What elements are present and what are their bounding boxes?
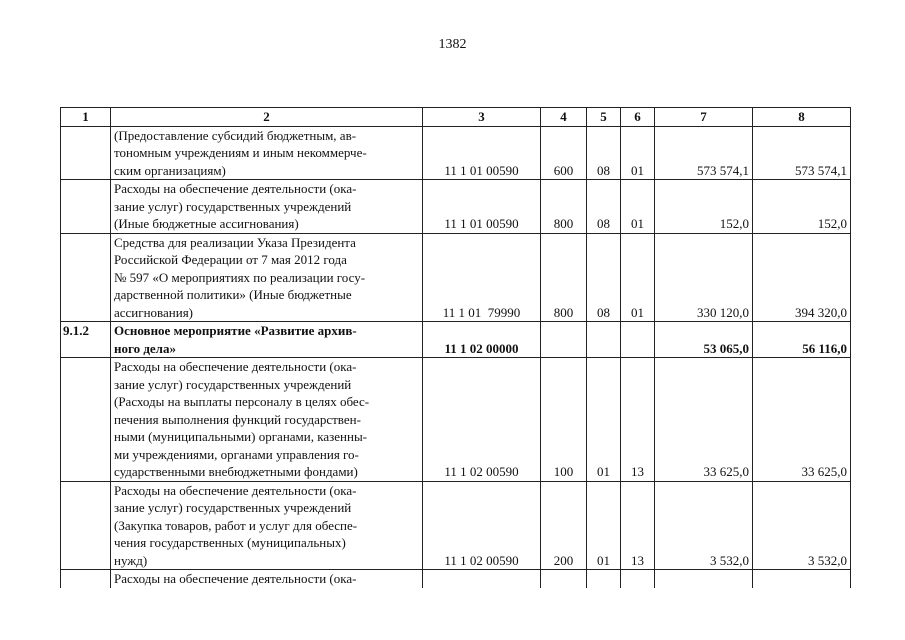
header-cell: 7 [655, 108, 753, 127]
row-description: Расходы на обеспечение деятельности (ока- зание услуг) государственных учреждений (Иные бюджетные ассигнования) [111, 180, 423, 234]
row-subsection [621, 322, 655, 358]
header-cell: 8 [753, 108, 851, 127]
row-subsection: 13 [621, 358, 655, 482]
row-description: Расходы на обеспечение деятельности (ока- зание услуг) государственных учреждений (Закупка товаров, работ и услуг для обеспе- чения государственных (муниципальных) нужд) [111, 481, 423, 570]
row-section [587, 322, 621, 358]
row-target-article: 11 1 01 00590 [423, 180, 541, 234]
row-index [61, 570, 111, 588]
row-amount-col8: 394 320,0 [753, 233, 851, 322]
header-cell: 3 [423, 108, 541, 127]
row-subsection: 01 [621, 233, 655, 322]
header-cell: 1 [61, 108, 111, 127]
row-target-article: 11 1 02 00000 [423, 322, 541, 358]
row-subsection: 01 [621, 180, 655, 234]
row-expense-type: 600 [541, 126, 587, 180]
row-index [61, 358, 111, 482]
table-row [61, 570, 851, 588]
row-amount-col8: 573 574,1 [753, 126, 851, 180]
row-expense-type [541, 570, 587, 588]
row-description: Основное мероприятие «Развитие архив- ного дела» [111, 322, 423, 358]
row-amount-col8 [753, 570, 851, 588]
row-section: 01 [587, 481, 621, 570]
row-description: Средства для реализации Указа Президента Российской Федерации от 7 мая 2012 года № 597 «О мероприятиях по реализации госу- дарственной политики» (Иные бюджетные ассигнования) [111, 233, 423, 322]
row-section: 08 [587, 233, 621, 322]
row-index [61, 233, 111, 322]
row-index [61, 180, 111, 234]
row-amount-col8: 152,0 [753, 180, 851, 234]
budget-table [60, 107, 851, 588]
row-amount-col7: 3 532,0 [655, 481, 753, 570]
table-row [61, 233, 851, 322]
row-expense-type: 800 [541, 180, 587, 234]
row-target-article: 11 1 02 00590 [423, 358, 541, 482]
row-amount-col8: 56 116,0 [753, 322, 851, 358]
row-section: 01 [587, 358, 621, 482]
table-row [61, 358, 851, 482]
row-index: 9.1.2 [61, 322, 111, 358]
header-row [61, 108, 851, 127]
row-expense-type: 800 [541, 233, 587, 322]
row-subsection [621, 570, 655, 588]
row-amount-col7: 33 625,0 [655, 358, 753, 482]
header-cell: 4 [541, 108, 587, 127]
row-index [61, 126, 111, 180]
row-description: Расходы на обеспечение деятельности (ока- зание услуг) государственных учреждений (Расходы на выплаты персоналу в целях обес- печения выполнения функций государствен- ными (муниципальными) органами, казенны- ми учреждениями, органами управления го- сударственными внебюджетными фондами) [111, 358, 423, 482]
table-row [61, 322, 851, 358]
row-amount-col7: 330 120,0 [655, 233, 753, 322]
row-amount-col7: 573 574,1 [655, 126, 753, 180]
row-section [587, 570, 621, 588]
row-amount-col7: 152,0 [655, 180, 753, 234]
table-row [61, 180, 851, 234]
row-amount-col8: 3 532,0 [753, 481, 851, 570]
header-cell: 2 [111, 108, 423, 127]
row-amount-col7: 53 065,0 [655, 322, 753, 358]
row-expense-type: 100 [541, 358, 587, 482]
row-target-article: 11 1 01 00590 [423, 126, 541, 180]
row-section: 08 [587, 180, 621, 234]
row-index [61, 481, 111, 570]
table-row [61, 126, 851, 180]
row-section: 08 [587, 126, 621, 180]
row-amount-col8: 33 625,0 [753, 358, 851, 482]
row-target-article: 11 1 01 79990 [423, 233, 541, 322]
row-target-article [423, 570, 541, 588]
page-number: 1382 [438, 37, 467, 52]
row-description: Расходы на обеспечение деятельности (ока- [111, 570, 423, 588]
row-expense-type [541, 322, 587, 358]
header-cell: 6 [621, 108, 655, 127]
row-subsection: 13 [621, 481, 655, 570]
row-target-article: 11 1 02 00590 [423, 481, 541, 570]
header-cell: 5 [587, 108, 621, 127]
row-subsection: 01 [621, 126, 655, 180]
row-expense-type: 200 [541, 481, 587, 570]
row-amount-col7 [655, 570, 753, 588]
table-row [61, 481, 851, 570]
row-description: (Предоставление субсидий бюджетным, ав- тономным учреждениям и иным некоммерче- ским организациям) [111, 126, 423, 180]
